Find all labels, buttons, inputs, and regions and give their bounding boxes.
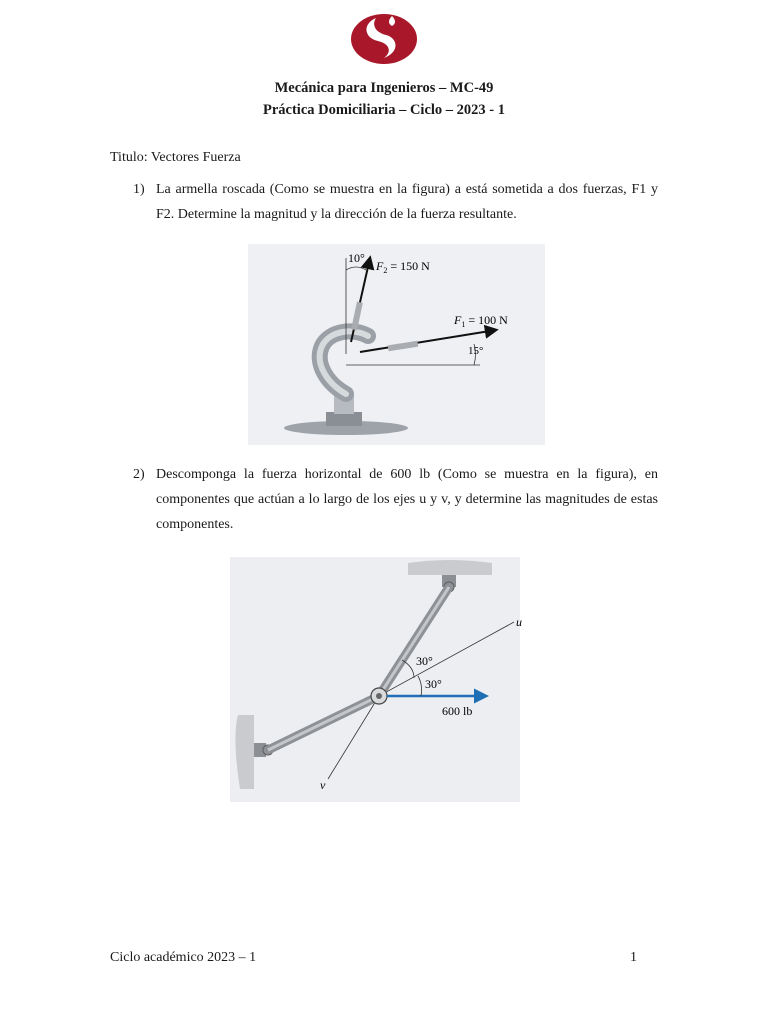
angle-lower-label: 30° [425, 677, 442, 691]
angle-upper-label: 30° [416, 654, 433, 668]
angle-arc-lower [418, 676, 422, 696]
question-2-number: 2) [133, 467, 145, 482]
figure-two-member-frame [230, 557, 520, 802]
angle-15-label: 15° [468, 345, 484, 357]
angle-arc-10 [346, 267, 366, 270]
question-1-text: La armella roscada (Como se muestra en la figura) a está sometida a dos fuerzas, F1 y F2. Determine la magnitud y la dirección de la fuerza resultante. [156, 182, 658, 222]
force-label: 600 lb [442, 704, 473, 718]
f2-label: $F_2 = 150$ N [376, 259, 430, 275]
section-title: Titulo: Vectores Fuerza [110, 150, 241, 165]
practice-subtitle: Práctica Domiciliaria – Ciclo – 2023 - 1 [262, 102, 505, 118]
figure-eyebolt [248, 244, 545, 445]
f1-label: $F_1 = 100$ N [454, 313, 508, 329]
axis-u-label: u [516, 615, 522, 629]
question-1-number: 1) [133, 182, 145, 197]
page-number: 1 [630, 950, 637, 965]
axis-v-label: v [320, 778, 326, 792]
question-2-text: Descomponga la fuerza horizontal de 600 lb (Como se muestra en la figura), en componentes que actúan a lo largo de los ejes u y v, y determine las magnitudes de estas componentes. [156, 467, 658, 532]
angle-10-label: 10° [348, 251, 365, 265]
university-logo [348, 8, 420, 66]
footer-cycle: Ciclo académico 2023 – 1 [110, 950, 257, 965]
hex-nut [326, 412, 362, 426]
course-title: Mecánica para Ingenieros – MC-49 [274, 80, 494, 96]
top-support [408, 560, 492, 575]
left-support [235, 715, 254, 789]
